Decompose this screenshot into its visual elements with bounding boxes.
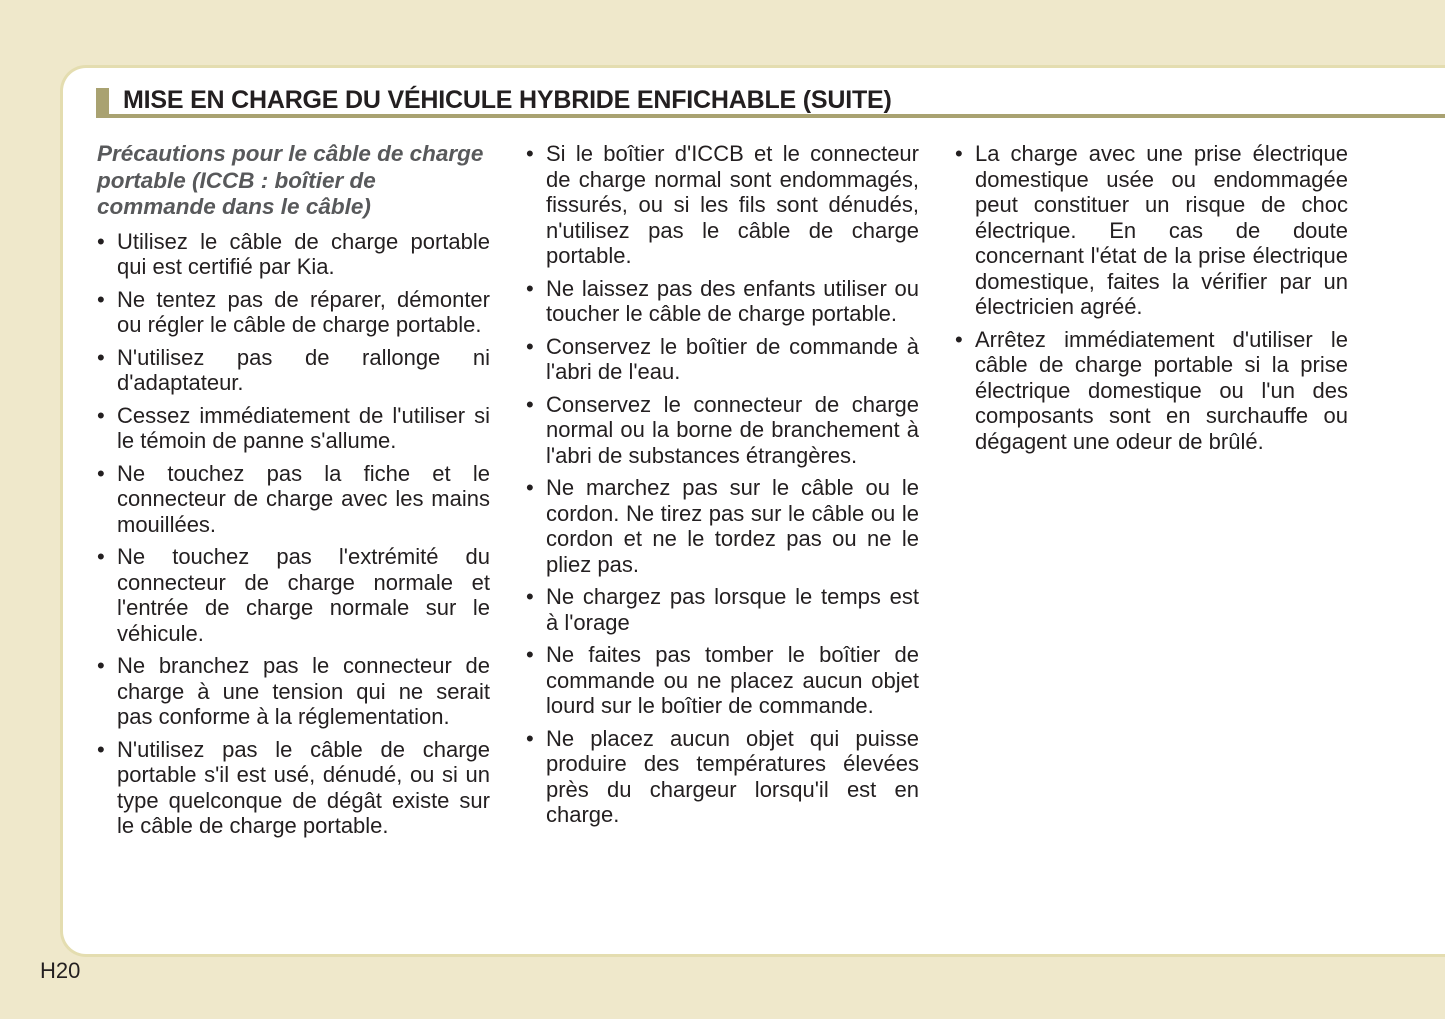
list-item-text: Conservez le connecteur de charge normal ou la borne de branchement à l'abri de substances étrangères. bbox=[546, 391, 919, 468]
list-item-text: Cessez immédiatement de l'utiliser si le témoin de panne s'allume. bbox=[117, 402, 490, 453]
list-item bbox=[97, 544, 490, 646]
list-item-text: Ne marchez pas sur le câble ou le cordon. Ne tirez pas sur le câble ou le cordon et ne le tordez pas ou ne le pliez pas. bbox=[546, 475, 919, 577]
list-item bbox=[526, 334, 919, 385]
list-item-text: Ne laissez pas des enfants utiliser ou toucher le câble de charge portable. bbox=[546, 275, 919, 326]
bullet-icon: • bbox=[97, 544, 105, 569]
bullet-icon: • bbox=[526, 275, 534, 301]
page-number: H20 bbox=[40, 958, 81, 983]
bullet-icon: • bbox=[526, 642, 534, 667]
list-item-text: Conservez le boîtier de commande à l'abri de l'eau. bbox=[546, 333, 919, 384]
list-item bbox=[526, 642, 919, 719]
bullet-icon: • bbox=[955, 141, 963, 166]
list-item bbox=[526, 392, 919, 469]
bullet-icon: • bbox=[97, 402, 105, 428]
list-item bbox=[97, 653, 490, 730]
precautions-list bbox=[97, 229, 490, 839]
list-item bbox=[526, 475, 919, 577]
list-item bbox=[526, 276, 919, 327]
list-item bbox=[955, 141, 1348, 320]
list-item-text: Arrêtez immédiatement d'utiliser le câble de charge portable si la prise électrique domestique ou l'un des composants sont en surchauffe ou dégagent une odeur de brûlé. bbox=[975, 326, 1348, 454]
list-item bbox=[97, 737, 490, 839]
bullet-icon: • bbox=[97, 653, 105, 678]
bullet-icon: • bbox=[97, 344, 105, 370]
list-item-text: Ne touchez pas la fiche et le connecteur de charge avec les mains mouillées. bbox=[117, 460, 490, 537]
header-accent-bar bbox=[96, 88, 109, 116]
bullet-icon: • bbox=[97, 286, 105, 312]
list-item-text: Ne branchez pas le connecteur de charge à une tension qui ne serait pas conforme à la réglementation. bbox=[117, 653, 490, 729]
precautions-list bbox=[955, 141, 1348, 454]
column-3 bbox=[955, 141, 1348, 461]
bullet-icon: • bbox=[97, 228, 105, 254]
list-item bbox=[97, 229, 490, 280]
bullet-icon: • bbox=[526, 725, 534, 751]
list-item-text: N'utilisez pas de rallonge ni d'adaptateur. bbox=[117, 344, 490, 395]
bullet-icon: • bbox=[526, 141, 534, 166]
list-item bbox=[97, 403, 490, 454]
list-item bbox=[526, 141, 919, 269]
list-item-text: N'utilisez pas le câble de charge portable s'il est usé, dénudé, ou si un type quelconque de dégât existe sur le câble de charge portable. bbox=[117, 736, 490, 838]
bullet-icon: • bbox=[526, 333, 534, 359]
list-item bbox=[955, 327, 1348, 455]
list-item-text: Ne chargez pas lorsque le temps est à l'orage bbox=[546, 584, 919, 635]
column-2 bbox=[526, 141, 919, 835]
list-item-text: Utilisez le câble de charge portable qui est certifié par Kia. bbox=[117, 228, 490, 279]
list-item bbox=[97, 345, 490, 396]
list-item-text: Ne faites pas tomber le boîtier de commande ou ne placez aucun objet lourd sur le boîtier de commande. bbox=[546, 642, 919, 718]
list-item-text: Ne tentez pas de réparer, démonter ou régler le câble de charge portable. bbox=[117, 286, 490, 337]
bullet-icon: • bbox=[526, 475, 534, 500]
list-item-text: Ne touchez pas l'extrémité du connecteur de charge normale et l'entrée de charge normale sur le véhicule. bbox=[117, 544, 490, 646]
list-item-text: La charge avec une prise électrique domestique usée ou endommagée peut constituer un risque de choc électrique. En cas de doute concernant l'état de la prise électrique domestique, faites la vérifier par un électricien agréé. bbox=[975, 141, 1348, 319]
section-header bbox=[96, 86, 1445, 118]
bullet-icon: • bbox=[526, 391, 534, 417]
precautions-list bbox=[526, 141, 919, 828]
subheading: Précautions pour le câble de charge portable (ICCB : boîtier de commande dans le câble) bbox=[97, 141, 484, 219]
list-item-text: Ne placez aucun objet qui puisse produire des températures élevées près du chargeur lorsqu'il est en charge. bbox=[546, 725, 919, 827]
list-item bbox=[526, 726, 919, 828]
list-item bbox=[97, 287, 490, 338]
bullet-icon: • bbox=[955, 326, 963, 352]
list-item-text: Si le boîtier d'ICCB et le connecteur de charge normal sont endommagés, fissurés, ou si les fils sont dénudés, n'utilisez pas le câble de charge portable. bbox=[546, 141, 919, 268]
list-item bbox=[97, 461, 490, 538]
page-title: MISE EN CHARGE DU VÉHICULE HYBRIDE ENFICHABLE (SUITE) bbox=[123, 86, 892, 114]
bullet-icon: • bbox=[526, 584, 534, 609]
list-item bbox=[526, 584, 919, 635]
bullet-icon: • bbox=[97, 460, 105, 486]
bullet-icon: • bbox=[97, 736, 105, 762]
column-1 bbox=[97, 141, 490, 846]
